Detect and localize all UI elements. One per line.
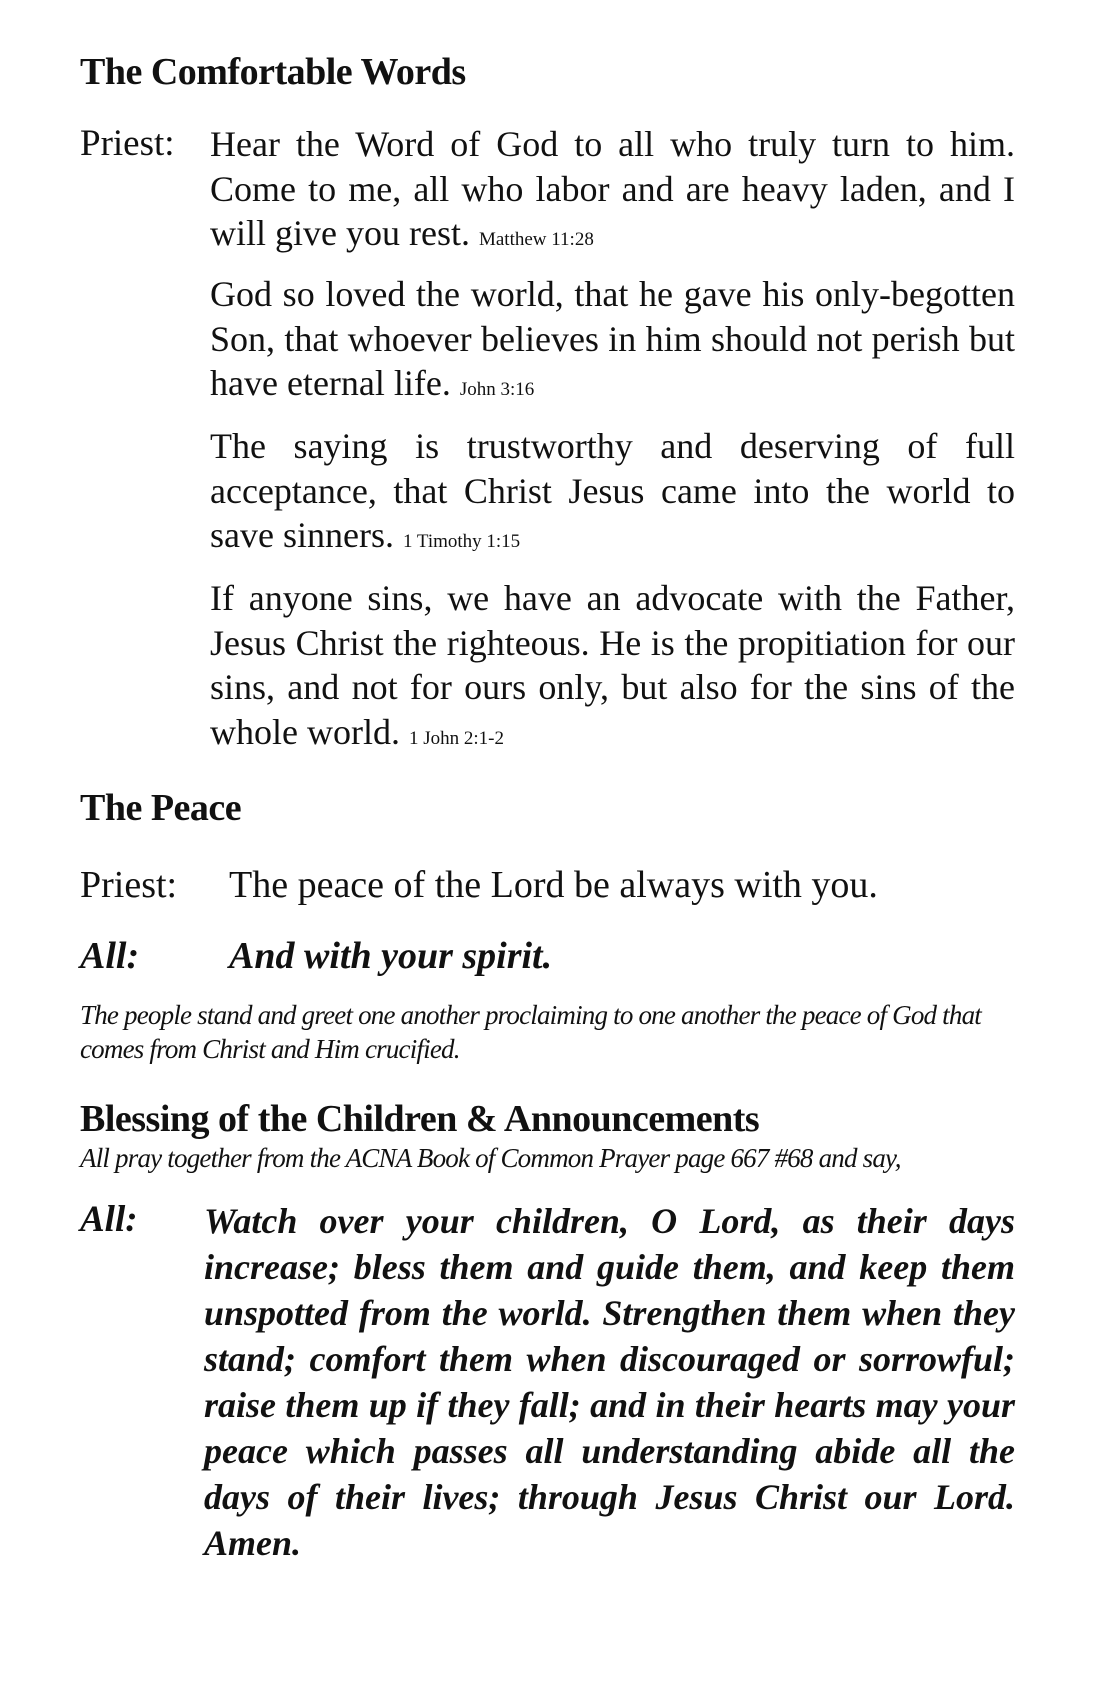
scripture-text: God so loved the world, that he gave his only-begotten Son, that whoever believes in him should not perish but have eternal life. [210, 274, 1015, 404]
speaker-label-priest: Priest: [80, 864, 178, 906]
scripture-reference: 1 Timothy 1:15 [402, 531, 521, 553]
speaker-label-all: All: [80, 1199, 138, 1240]
rubric-subtitle: All pray together from the ACNA Book of Common Prayer page 667 #68 and say, [80, 1143, 901, 1173]
people-response: And with your spirit. [229, 935, 553, 977]
speaker-label-priest: Priest: [80, 123, 175, 164]
blessing-prayer: Watch over your children, O Lord, as their days increase; bless them and guide them, and keep them unspotted from the world. Strengthen them when they stand; comfort them when discouraged or sorrowful; raise them up if they fall; and in their hearts may your peace which passes all understanding abide all the days of their lives; through Jesus Christ our Lord. Amen. [204, 1201, 1015, 1563]
scripture-text: Hear the Word of God to all who truly turn to him. Come to me, all who labor and are heavy laden, and I will give you rest. [210, 124, 1015, 254]
scripture-text: If anyone sins, we have an advocate with the Father, Jesus Christ the righteous. He is the propitiation for our sins, and not for ours only, but also for the sins of the whole world. [210, 578, 1015, 752]
scripture-paragraph [210, 272, 1015, 413]
scripture-paragraph [210, 576, 1015, 761]
section-heading-blessing: Blessing of the Children & Announcements [80, 1098, 760, 1140]
rubric-note: The people stand and greet one another proclaiming to one another the peace of God that comes from Christ and Him crucified. [80, 1000, 981, 1064]
scripture-paragraph [210, 424, 1015, 565]
scripture-reference: Matthew 11:28 [478, 229, 594, 251]
speaker-label-all: All: [80, 935, 140, 977]
scripture-text: The saying is trustworthy and deserving of full acceptance, that Christ Jesus came into the world to save sinners. [210, 426, 1015, 556]
scripture-reference: 1 John 2:1-2 [408, 727, 504, 749]
scripture-paragraph [210, 122, 1015, 263]
section-heading-peace: The Peace [80, 787, 242, 829]
priest-line: The peace of the Lord be always with you. [229, 864, 878, 906]
section-heading-comfortable-words: The Comfortable Words [80, 51, 466, 93]
scripture-reference: John 3:16 [459, 379, 535, 401]
